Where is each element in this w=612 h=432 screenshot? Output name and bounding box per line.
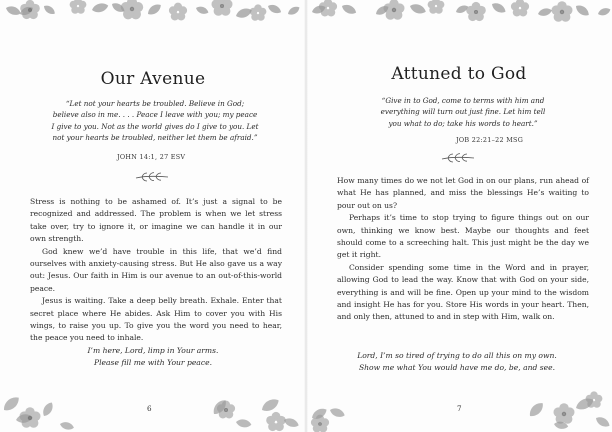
scripture-reference: JOB 22:21–22 MSG	[456, 136, 524, 144]
leafy-sprig-icon	[440, 152, 476, 164]
body-paragraph: Jesus is waiting. Take a deep belly breath. Exhale. Enter that secret place where He abides. Ask Him to cover you with His wings, to raise you up. To give you the word you need to hear, the peace you need to inhale.	[30, 296, 282, 343]
devotion-body	[337, 175, 589, 324]
watercolor-flowers-icon	[0, 370, 306, 432]
prayer-line: I’m here, Lord, limp in Your arms.	[87, 346, 219, 355]
devotion-body	[30, 196, 282, 345]
devotion-title: Our Avenue	[100, 69, 206, 89]
scripture-line: everything will turn out just fine. Let him tell	[380, 107, 546, 117]
watercolor-flowers-icon	[306, 370, 612, 432]
scripture-line: not your hearts be troubled, neither let them be afraid.”	[52, 132, 258, 142]
closing-prayer	[0, 345, 306, 369]
scripture-line: I give to you. Not as the world gives do I give to you. Let	[51, 121, 259, 131]
prayer-line: Lord, I’m so tired of trying to do all this on my own.	[357, 351, 557, 360]
page-number: 6	[147, 404, 152, 413]
devotion-title: Attuned to God	[391, 64, 527, 84]
scripture-line: “Let not your hearts be troubled. Believe in God;	[65, 99, 245, 108]
prayer-line: Show me what You would have me do, be, and see.	[358, 363, 556, 372]
right-page	[306, 0, 612, 432]
leafy-sprig-icon	[134, 171, 170, 183]
watercolor-flowers-icon	[306, 0, 612, 48]
body-paragraph: God knew we’d have trouble in this life, that we’d find ourselves with anxiety-causing stress. But He also gave us a way out: Jesus. Our faith in Him is our avenue to an out-of-this-world peace.	[30, 246, 282, 293]
body-paragraph: Stress is nothing to be ashamed of. It’s just a signal to be recognized and addressed. The problem is when we let stress take over, try to ignore it, or imagine we can handle it in our own strength.	[30, 197, 282, 244]
scripture-line: you what to do; take his words to heart.”	[388, 118, 538, 128]
body-paragraph: Consider spending some time in the Word and in prayer, allowing God to lead the way. Know that with God on your side, everything is and will be fine. Open up your mind to the wisdom and insight He has for you. Store His words in your heart. Then, and only then, attuned to and in step with Him, walk on.	[337, 262, 589, 322]
body-paragraph: Perhaps it’s time to stop trying to figure things out on our own, thinking we know best. Maybe our thoughts and feet should come to a screeching halt. This just might be the day we get it right.	[337, 213, 589, 260]
scripture-reference: JOHN 14:1, 27 ESV	[117, 153, 186, 161]
scripture-line: “Give in to God, come to terms with him and	[381, 96, 545, 105]
scripture-quote	[30, 98, 280, 143]
body-paragraph: How many times do we not let God in on our plans, run ahead of what He has planned, and miss the blessings He’s waiting to pour out on us?	[337, 176, 589, 210]
prayer-line: Please fill me with Your peace.	[94, 358, 212, 367]
scripture-line: believe also in me. . . . Peace I leave with you; my peace	[52, 110, 258, 120]
watercolor-flowers-icon	[0, 0, 306, 48]
page-number: 7	[457, 404, 462, 413]
scripture-quote	[352, 95, 574, 129]
